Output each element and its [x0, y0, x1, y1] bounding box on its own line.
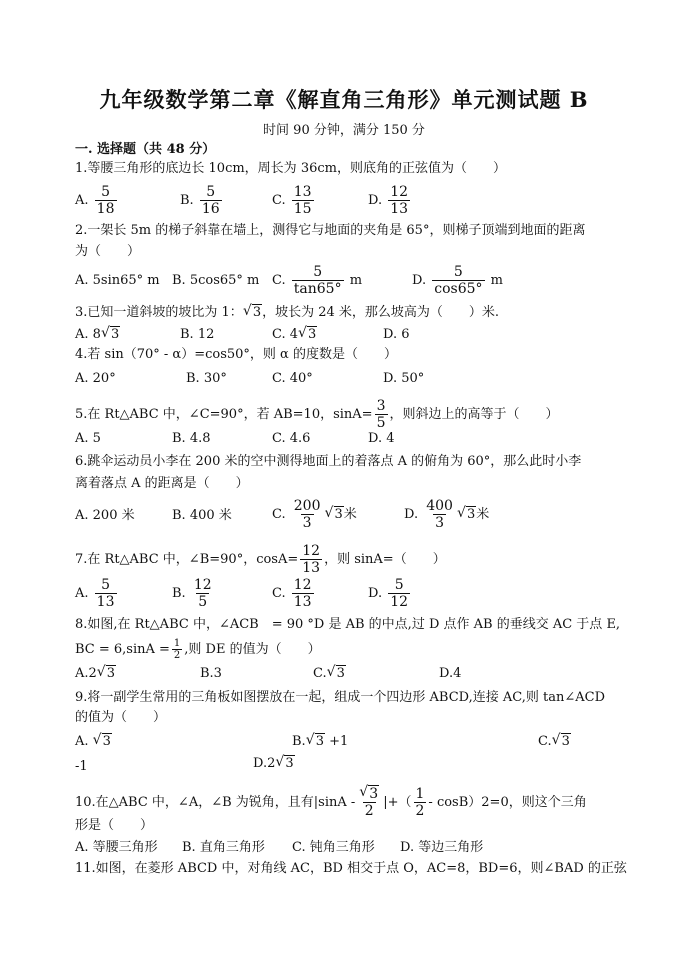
q7-option-b: B. $\frac{12}{5}$	[172, 577, 212, 610]
q1-option-a: A. $\frac{5}{18}$	[75, 184, 115, 217]
q10-option-b: B. 直角三角形	[182, 840, 265, 855]
q6-option-b: B. 400 米	[172, 508, 232, 523]
q5-option-b: B. 4.8	[172, 431, 211, 446]
q2-option-a: A. 5sin65° m	[75, 273, 160, 288]
question-9-text-line2: 的值为（ ）	[75, 710, 167, 725]
question-8-text-line1: 8.如图,在 Rt△ABC 中，∠ACB = 90 °D 是 AB 的中点,过 D 点作 AB 的垂线交 AC 于点 E,	[75, 617, 621, 632]
q3-option-b: B. 12	[180, 327, 215, 342]
q4-option-b: B. 30°	[186, 371, 227, 386]
q8-option-c: C.√ 3	[313, 665, 346, 683]
question-9-text-line1: 9.将一副学生常用的三角板如图摆放在一起，组成一个四边形 ABCD,连接 AC,则 tan∠ACD	[75, 690, 606, 705]
q10-option-d: D. 等边三角形	[400, 840, 484, 855]
q7-option-c: C. $\frac{12}{13}$	[272, 577, 312, 610]
q9-option-b: B.√ 3 +1	[292, 733, 348, 751]
q9-option-c: C.√ 3	[538, 733, 571, 751]
question-6-text-line1: 6.跳伞运动员小李在 200 米的空中测得地面上的着落点 A 的俯角为 60°，那么此时小李	[75, 454, 582, 469]
question-8-text-line2: BC = 6,sinA = $\frac{1}{2}$ ,则 DE 的值为（ ）	[75, 638, 321, 661]
question-3-text: 3.已知一道斜坡的坡比为 1：√ 3，坡长为 24 米，那么坡高为（ ）米.	[75, 304, 499, 322]
q7-option-d: D. $\frac{5}{12}$	[368, 577, 409, 610]
question-4-text: 4.若 sin（70° - α）=cos50°，则 α 的度数是（ ）	[75, 347, 397, 362]
question-6-text-line2: 离着落点 A 的距离是（ ）	[75, 476, 249, 491]
q3-option-a: A. 8√ 3	[75, 326, 120, 344]
q6-option-a: A. 200 米	[75, 508, 135, 523]
question-1-text: 1.等腰三角形的底边长 10cm，周长为 36cm，则底角的正弦值为（ ）	[75, 161, 506, 176]
q10-option-c: C. 钝角三角形	[292, 840, 375, 855]
q1-option-b: B. $\frac{5}{16}$	[180, 184, 220, 217]
exam-time-info: 时间 90 分钟，满分 150 分	[263, 123, 425, 138]
q8-option-d: D.4	[439, 666, 462, 681]
q3-option-d: D. 6	[383, 327, 410, 342]
q9-option-c-tail: -1	[75, 759, 88, 774]
q9-option-a: A. √ 3	[75, 733, 112, 751]
question-7-text: 7.在 Rt△ABC 中，∠B=90°，cosA= $\frac{12}{13}$ ，则 sinA=（ ）	[75, 543, 446, 576]
question-11-text: 11.如图，在菱形 ABCD 中，对角线 AC，BD 相交于点 O，AC=8，BD=6，则∠BAD 的正弦	[75, 861, 627, 876]
q8-option-a: A.2√ 3	[75, 665, 116, 683]
q9-option-d: D.2√ 3	[253, 755, 295, 773]
q4-option-c: C. 40°	[272, 371, 313, 386]
section-heading: 一. 选择题（共 48 分）	[75, 142, 216, 157]
q3-option-c: C. 4√ 3	[272, 326, 317, 344]
q5-option-a: A. 5	[75, 431, 101, 446]
question-10-text-line2: 形是（ ）	[75, 818, 154, 833]
q6-option-d: D. $\frac{400}{3}$ √ 3米	[404, 498, 489, 531]
q7-option-a: A. $\frac{5}{13}$	[75, 577, 115, 610]
q1-option-c: C. $\frac{13}{15}$	[272, 184, 312, 217]
q2-option-c: C. $\frac{5}{\tan 65^\circ}$ m	[272, 264, 363, 297]
question-2-text-line1: 2.一架长 5m 的梯子斜靠在墙上，测得它与地面的夹角是 65°，则梯子顶端到地面的距离	[75, 223, 586, 238]
question-5-text: 5.在 Rt△ABC 中，∠C=90°，若 AB=10，sinA= $\frac{3}{5}$ ，则斜边上的高等于（ ）	[75, 398, 559, 431]
page-title: 九年级数学第二章《解直角三角形》单元测试题 B	[99, 87, 589, 112]
q1-option-d: D. $\frac{12}{13}$	[368, 184, 409, 217]
q10-option-a: A. 等腰三角形	[75, 840, 158, 855]
q2-option-d: D. $\frac{5}{\cos 65^\circ}$ m	[412, 264, 503, 297]
q6-option-c: C. $\frac{200}{3}$ √ 3米	[272, 498, 357, 531]
question-2-text-line2: 为（ ）	[75, 244, 141, 259]
q4-option-d: D. 50°	[383, 371, 425, 386]
q4-option-a: A. 20°	[75, 371, 116, 386]
q5-option-c: C. 4.6	[272, 431, 311, 446]
q2-option-b: B. 5cos65° m	[172, 273, 260, 288]
q5-option-d: D. 4	[368, 431, 395, 446]
question-10-text-line1: 10.在△ABC 中，∠A，∠B 为锐角，且有|sinA - √ $\frac{3}{2}$ |+（ $\frac{1}{2}$ - cosB）2=0，则这个三角	[75, 786, 587, 819]
q8-option-b: B.3	[200, 666, 222, 681]
